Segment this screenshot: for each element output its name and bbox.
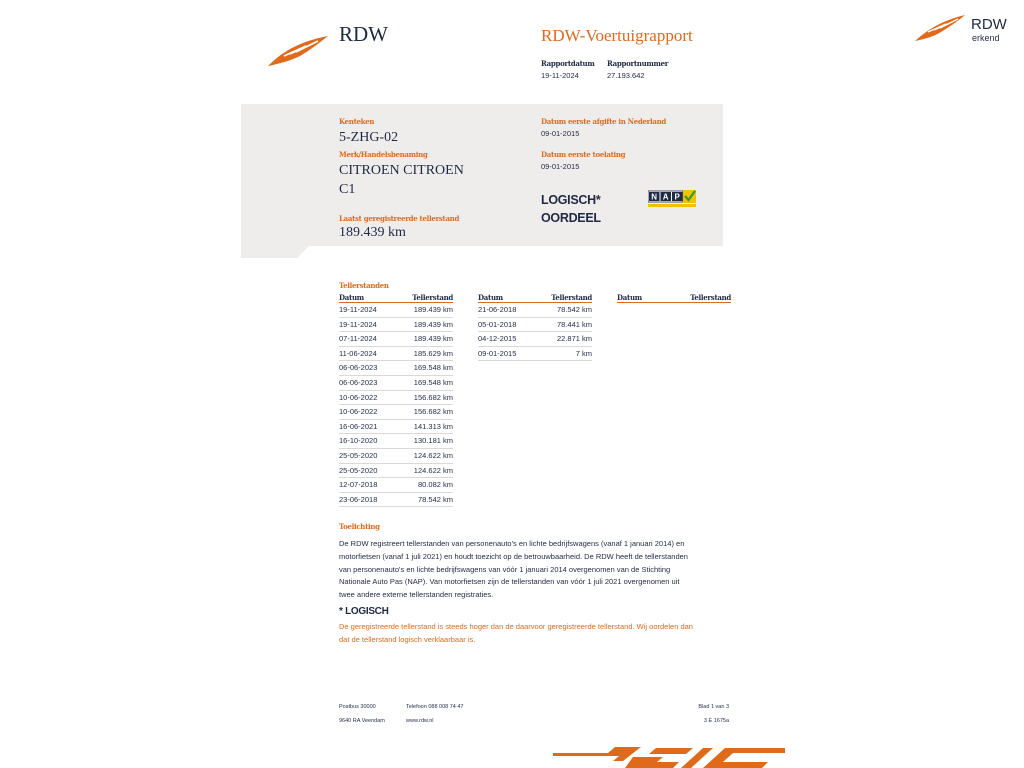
table-row — [339, 478, 453, 493]
row-date: 04-12-2015 — [478, 334, 517, 344]
merk-label: Merk/Handelsbenaming — [339, 150, 428, 159]
kenteken-value: 5-ZHG-02 — [339, 130, 399, 145]
row-date: 21-06-2018 — [478, 305, 517, 314]
explanation-label: Toelichting — [339, 522, 380, 531]
table-row — [339, 420, 453, 435]
row-odometer: 189.439 km — [413, 305, 453, 314]
table-row — [339, 405, 453, 420]
table-row — [339, 391, 453, 406]
row-date: 25-05-2020 — [339, 450, 378, 460]
logisch-heading: * LOGISCH — [339, 606, 389, 617]
svg-text:P: P — [674, 192, 680, 202]
text-line: De RDW registreert tellerstanden van personenauto's en lichte bedrijfswagens (vanaf 1 januari 2014) en — [339, 539, 685, 548]
first-issue-nl-value: 09-01-2015 — [541, 129, 580, 138]
first-issue-nl-label: Datum eerste afgifte in Nederland — [541, 117, 667, 126]
partner-subtitle: erkend — [972, 33, 1000, 43]
footer-address-line2: 9640 RA Veendam — [339, 718, 385, 724]
first-admission-label: Datum eerste toelating — [541, 150, 626, 159]
row-date: 16-10-2020 — [339, 436, 378, 446]
table-row — [339, 332, 453, 347]
last-odometer-value: 189.439 km — [339, 225, 406, 240]
table-row — [339, 449, 453, 464]
row-odometer: 189.439 km — [413, 334, 453, 344]
odometer-table-header — [339, 293, 453, 303]
svg-text:N: N — [651, 192, 658, 202]
row-odometer: 156.682 km — [413, 407, 453, 417]
nap-checkmark-logo-icon — [648, 189, 697, 208]
row-date: 11-06-2024 — [339, 348, 377, 358]
col-date-header: Datum — [478, 293, 503, 302]
footer-page-number: Blad 1 van 3 — [698, 704, 729, 710]
col-value-header: Tellerstand — [412, 293, 453, 302]
org-name: RDW — [339, 22, 388, 46]
row-odometer: 189.439 km — [413, 319, 453, 329]
verdict — [541, 191, 601, 227]
report-date-value: 19-11-2024 — [541, 71, 579, 80]
row-date: 10-06-2022 — [339, 392, 378, 402]
footer-website[interactable]: www.rdw.nl — [406, 718, 434, 724]
text-line: Nationale Auto Pas (NAP). Van motorfietsen zijn de tellerstanden van vóór 1 juli 2021 overgenomen uit — [339, 577, 680, 587]
row-date: 19-11-2024 — [339, 319, 377, 329]
row-odometer: 169.548 km — [413, 377, 453, 387]
logisch-explanation — [339, 621, 731, 647]
report-date-label: Rapportdatum — [541, 59, 595, 68]
row-odometer: 169.548 km — [413, 363, 453, 373]
text-line: van personenauto's en lichte bedrijfswagens van vóór 1 januari 2014 overgenomen van de Stichting — [339, 564, 671, 574]
col-value-header: Tellerstand — [551, 293, 592, 302]
table-row — [478, 332, 592, 347]
col-date-header: Datum — [339, 293, 364, 302]
table-row — [339, 361, 453, 376]
rdw-erkend-feather-icon — [914, 14, 966, 42]
rdw-feather-logo-icon — [266, 34, 330, 68]
row-date: 19-11-2024 — [339, 305, 377, 314]
row-odometer: 22.871 km — [556, 334, 592, 344]
row-odometer: 141.313 km — [413, 421, 453, 431]
row-odometer: 130.181 km — [413, 436, 453, 446]
row-odometer: 78.542 km — [417, 494, 453, 504]
odometer-section-label: Tellerstanden — [339, 281, 389, 290]
verdict-line2: OORDEEL — [541, 211, 601, 225]
merk-value-line1: CITROEN CITROEN — [339, 163, 464, 178]
row-date: 16-06-2021 — [339, 421, 378, 431]
row-date: 09-01-2015 — [478, 348, 517, 358]
row-odometer: 78.542 km — [556, 305, 592, 314]
row-date: 25-05-2020 — [339, 465, 378, 475]
col-date-header: Datum — [617, 293, 642, 302]
table-row — [339, 464, 453, 479]
row-date: 10-06-2022 — [339, 407, 378, 417]
partner-name: RDW — [971, 16, 1007, 33]
svg-text:A: A — [662, 192, 669, 202]
odometer-table-col3 — [617, 293, 731, 303]
footer-document-code: 3 E 1675a — [703, 718, 729, 724]
row-date: 12-07-2018 — [339, 480, 378, 490]
vehicle-summary-panel — [241, 104, 723, 258]
table-row — [478, 303, 592, 318]
row-odometer: 124.622 km — [413, 450, 453, 460]
text-line: De geregistreerde tellerstand is steeds hoger dan de daarvoor geregistreerde tellerstand. Wij oordelen dan — [339, 622, 693, 631]
table-row — [478, 318, 592, 333]
text-line: dat de tellerstand logisch verklaarbaar is. — [339, 634, 476, 644]
row-odometer: 124.622 km — [413, 465, 453, 475]
orange-stripes-decoration-icon — [553, 745, 785, 768]
footer-address-line1: Postbus 30000 — [339, 704, 376, 710]
text-line: twee andere externe tellerstanden registraties. — [339, 590, 494, 600]
odometer-table-header — [617, 293, 731, 303]
row-date: 23-06-2018 — [339, 494, 378, 504]
row-odometer: 78.441 km — [556, 319, 592, 329]
table-row — [339, 434, 453, 449]
odometer-table-col1 — [339, 293, 453, 507]
odometer-table-header — [478, 293, 592, 303]
table-row — [339, 347, 453, 362]
row-date: 06-06-2023 — [339, 363, 378, 373]
row-date: 07-11-2024 — [339, 334, 377, 344]
verdict-line1: LOGISCH* — [541, 193, 601, 207]
col-value-header: Tellerstand — [690, 293, 731, 302]
row-odometer: 80.082 km — [417, 480, 453, 490]
row-odometer: 185.629 km — [413, 348, 453, 358]
row-date: 06-06-2023 — [339, 377, 378, 387]
footer-phone: Telefoon 088 008 74 47 — [406, 704, 464, 710]
report-number-label: Rapportnummer — [607, 59, 669, 68]
table-row — [339, 318, 453, 333]
row-date: 05-01-2018 — [478, 319, 517, 329]
odometer-table-col2 — [478, 293, 592, 361]
merk-value-line2: C1 — [339, 182, 356, 197]
last-odometer-label: Laatst geregistreerde tellerstand — [339, 214, 460, 223]
report-title: RDW-Voertuigrapport — [541, 26, 693, 45]
row-odometer: 156.682 km — [413, 392, 453, 402]
explanation-text — [339, 538, 731, 602]
first-admission-value: 09-01-2015 — [541, 162, 580, 171]
report-number-value: 27.193.642 — [607, 71, 645, 80]
table-row — [339, 303, 453, 318]
row-odometer: 7 km — [575, 348, 592, 358]
table-row — [478, 347, 592, 362]
text-line: motorfietsen (vanaf 1 juli 2021) en houdt toezicht op de betrouwbaarheid. De RDW heeft de tellerstanden — [339, 551, 688, 561]
table-row — [339, 376, 453, 391]
table-row — [339, 493, 453, 508]
kenteken-label: Kenteken — [339, 117, 375, 126]
